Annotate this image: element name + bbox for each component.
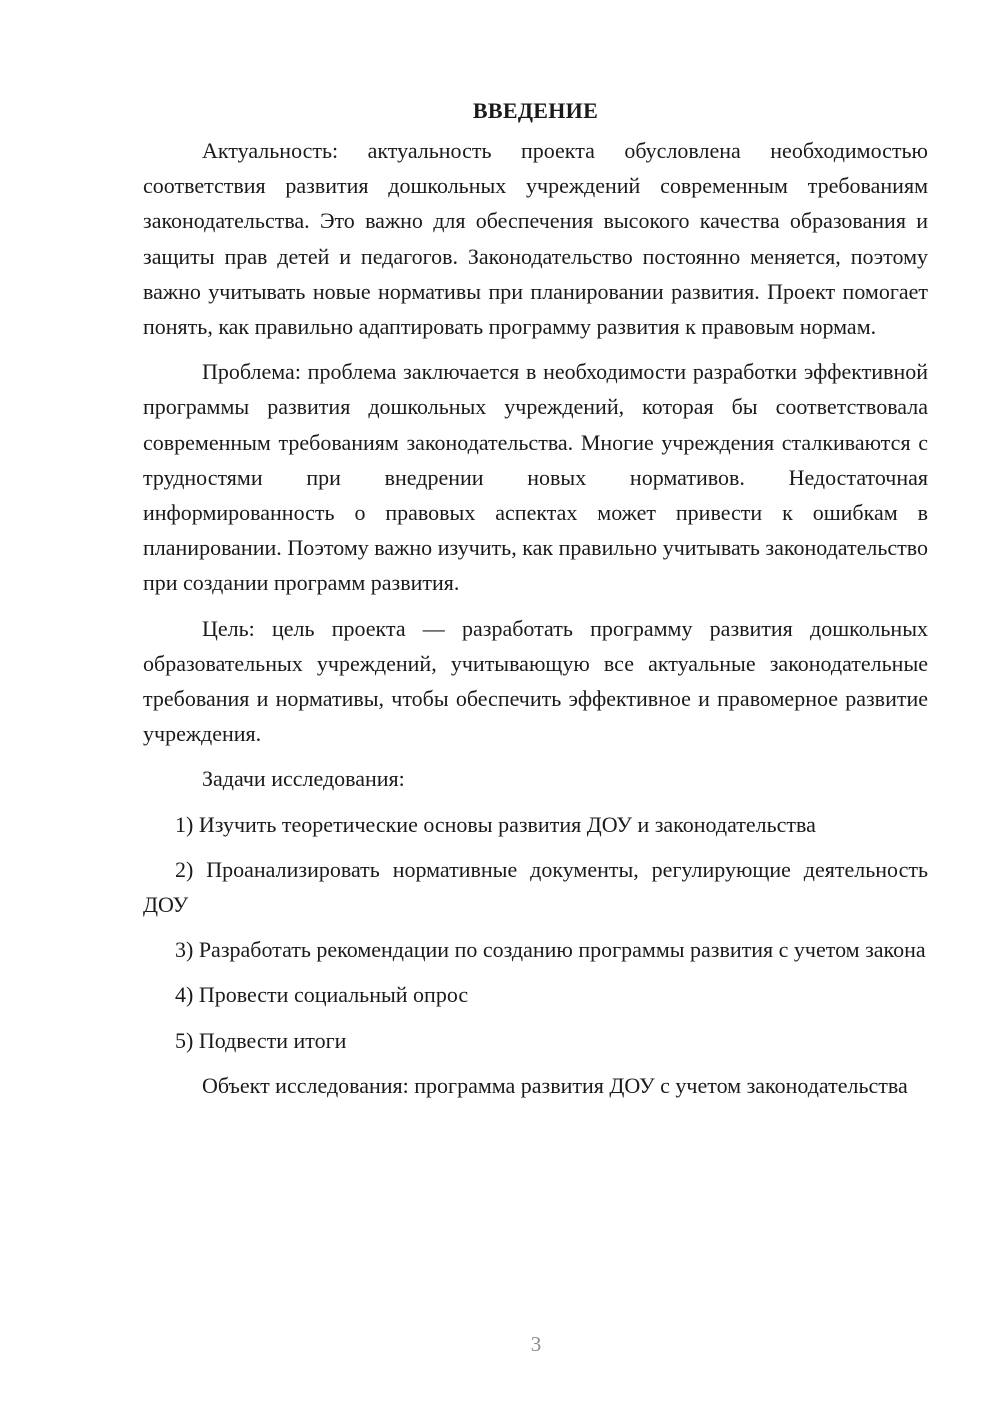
tasks-heading: Задачи исследования:: [202, 766, 405, 792]
paragraph-object: Объект исследования: программа развития ДОУ с учетом законодательства: [202, 1072, 908, 1098]
tasks-list: [143, 807, 928, 1058]
task-item-5: 5) Подвести итоги: [175, 1027, 347, 1053]
task-item-1: 1) Изучить теоретические основы развития ДОУ и законодательства: [175, 811, 816, 837]
paragraph-problem: Проблема: проблема заключается в необходимости разработки эффективной программы развития дошкольных учреждений, которая бы соответствовала современным требованиям законодательства. Многие учреждения сталкиваются с трудностями при внедрении новых нормативов. Недостаточная информированность о правовых аспектах может привести к ошибкам в планировании. Поэтому важно изучить, как правильно учитывать законодательство при создании программ развития.: [143, 359, 928, 596]
task-item-4: 4) Провести социальный опрос: [175, 982, 469, 1008]
paragraph-goal: Цель: цель проекта — разработать программу развития дошкольных образовательных учреждений, учитывающую все актуальные законодательные требования и нормативы, чтобы обеспечить эффективное и правомерное развитие учреждения.: [143, 615, 928, 747]
paragraph-relevance: Актуальность: актуальность проекта обусловлена необходимостью соответствия развития дошкольных учреждений современным требованиям законодательства. Это важно для обеспечения высокого качества образования и защиты прав детей и педагогов. Законодательство постоянно меняется, поэтому важно учитывать новые нормативы при планировании развития. Проект помогает понять, как правильно адаптировать программу развития к правовым нормам.: [143, 138, 928, 340]
page-number: 3: [530, 1332, 542, 1356]
task-item-2: 2) Проанализировать нормативные документы, регулирующие деятельность ДОУ: [143, 856, 928, 918]
task-item-3: 3) Разработать рекомендации по созданию программы развития с учетом закона: [175, 937, 926, 963]
section-title: ВВЕДЕНИЕ: [472, 98, 599, 123]
document-body: [143, 93, 928, 1103]
